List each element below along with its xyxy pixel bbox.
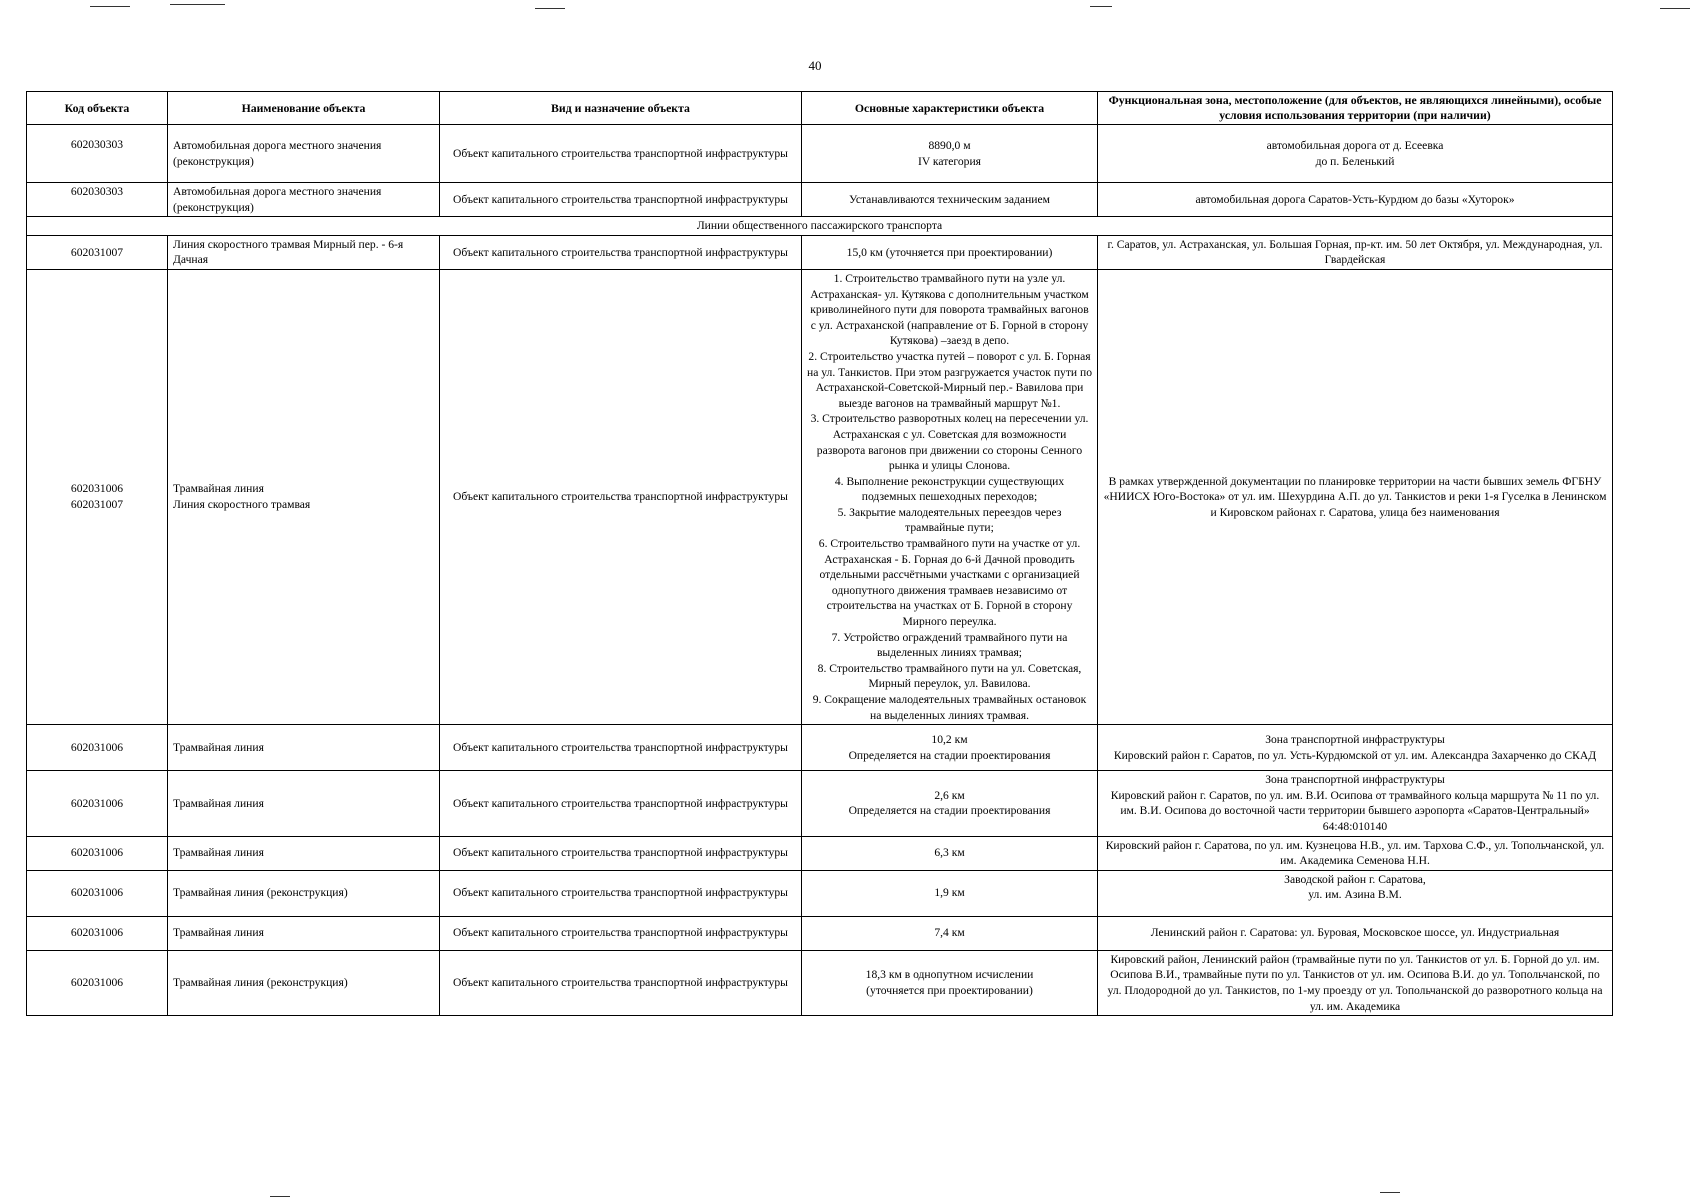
object-characteristics: 8890,0 м IV категория [802,125,1098,183]
object-code: 602031006 [27,771,168,836]
object-name: Трамвайная линия (реконструкция) [168,870,440,916]
object-name: Автомобильная дорога местного значения (реконструкция) [168,125,440,183]
object-zone: Зона транспортной инфраструктуры Кировский район г. Саратов, по ул. Усть-Курдюмской от ул. им. Александра Захарченко до СКАД [1098,725,1613,771]
object-name: Линия скоростного трамвая Мирный пер. - 6-я Дачная [168,235,440,269]
scan-artifact [535,8,565,9]
scan-artifact [1090,6,1112,7]
object-characteristics: 10,2 км Определяется на стадии проектирования [802,725,1098,771]
scan-artifact [1660,8,1690,9]
object-name: Трамвайная линия [168,836,440,870]
object-type: Объект капитального строительства транспортной инфраструктуры [440,836,802,870]
header-name: Наименование объекта [168,92,440,125]
object-name: Автомобильная дорога местного значения (реконструкция) [168,183,440,217]
object-type: Объект капитального строительства транспортной инфраструктуры [440,771,802,836]
object-zone: Заводской район г. Саратова, ул. им. Азина В.М. [1098,870,1613,916]
page-number: 40 [808,58,822,73]
object-type: Объект капитального строительства транспортной инфраструктуры [440,916,802,950]
table-row [27,836,1613,870]
table-row [27,950,1613,1015]
table-row [27,725,1613,771]
header-characteristics: Основные характеристики объекта [802,92,1098,125]
header-code: Код объекта [27,92,168,125]
object-zone: автомобильная дорога Саратов-Усть-Курдюм до базы «Хуторок» [1098,183,1613,217]
object-code: 602031006 [27,836,168,870]
object-code: 602031006 [27,725,168,771]
object-name: Трамвайная линия (реконструкция) [168,950,440,1015]
object-zone: В рамках утвержденной документации по планировке территории на части бывших земель ФГБНУ «НИИСХ Юго-Востока» от ул. им. Шехурдина А.П. до ул. Танкистов и реки 1-я Гуселка в Ленинском и Кировском районах г. Саратова, улица без наименования [1098,269,1613,724]
header-row [27,92,1613,125]
object-zone: Кировский район г. Саратова, по ул. им. Кузнецова Н.В., ул. им. Тархова С.Ф., ул. Топольчанской, ул. им. Академика Семенова Н.Н. [1098,836,1613,870]
object-type: Объект капитального строительства транспортной инфраструктуры [440,950,802,1015]
object-characteristics: 6,3 км [802,836,1098,870]
object-code: 602031006 [27,916,168,950]
table-row [27,916,1613,950]
object-zone: автомобильная дорога от д. Есеевка до п. Беленький [1098,125,1613,183]
table-row [27,125,1613,183]
object-type: Объект капитального строительства транспортной инфраструктуры [440,269,802,724]
object-code: 602030303 [27,183,168,217]
object-zone: Кировский район, Ленинский район (трамвайные пути по ул. Танкистов от ул. Б. Горной до ул. им. Осипова В.И., трамвайные пути по ул. Танкистов от ул. им. Осипова В.И. до ул. Топольчанской, по ул. Плодородной до ул. Танкистов, по 1-му проезду от ул. Топольчанской до разворотного кольца на ул. им. Академика [1098,950,1613,1015]
object-code: 602031007 [27,235,168,269]
scan-artifact [270,1196,290,1197]
header-zone: Функциональная зона, местоположение (для объектов, не являющихся линейными), особые условия использования территории (при наличии) [1098,92,1613,125]
object-zone: Ленинский район г. Саратова: ул. Буровая, Московское шоссе, ул. Индустриальная [1098,916,1613,950]
object-zone: Зона транспортной инфраструктуры Кировский район г. Саратов, по ул. им. В.И. Осипова от трамвайного кольца маршрута № 11 по ул. им. В.И. Осипова до восточной части территории бывшего аэропорта «Саратов-Центральный» 64:48:010140 [1098,771,1613,836]
scan-artifact [90,6,130,7]
scan-artifact [170,4,225,5]
object-type: Объект капитального строительства транспортной инфраструктуры [440,870,802,916]
scan-artifact [1380,1192,1400,1193]
table-row [27,183,1613,217]
object-characteristics: 18,3 км в однопутном исчислении (уточняется при проектировании) [802,950,1098,1015]
object-type: Объект капитального строительства транспортной инфраструктуры [440,235,802,269]
section-title: Линии общественного пассажирского транспорта [27,217,1613,236]
table-row [27,870,1613,916]
object-characteristics: Устанавливаются техническим заданием [802,183,1098,217]
header-type: Вид и назначение объекта [440,92,802,125]
object-code: 602031006 602031007 [27,269,168,724]
object-zone: г. Саратов, ул. Астраханская, ул. Большая Горная, пр-кт. им. 50 лет Октября, ул. Международная, ул. Гвардейская [1098,235,1613,269]
object-type: Объект капитального строительства транспортной инфраструктуры [440,725,802,771]
object-characteristics: 2,6 км Определяется на стадии проектирования [802,771,1098,836]
object-name: Трамвайная линия [168,771,440,836]
object-characteristics: 1. Строительство трамвайного пути на узле ул. Астраханская- ул. Кутякова с дополнительным участком криволинейного пути для поворота трамвайных вагонов с ул. Астраханской (направление от Б. Горной в сторону Кутякова) –заезд в депо. 2. Строительство участка путей – поворот с ул. Б. Горная на ул. Танкистов. При этом разгружается участок пути по Астраханской-Советской-Мирный пер.- Вавилова при выезде вагонов на трамвайный маршрут №1. 3. Строительство разворотных колец на пересечении ул. Астраханская с ул. Советская для возможности разворота вагонов при движении со стороны Сенного рынка и улицы Слонова. 4. Выполнение реконструкции существующих подземных пешеходных переходов; 5. Закрытие малодеятельных переездов через трамвайные пути; 6. Строительство трамвайного пути на участке от ул. Астраханская - Б. Горная до 6-й Дачной проводить отдельными рассчётными участками с организацией однопутного движения трамваев независимо от строительства на участках от Б. Горной в сторону Мирного переулка. 7. Устройство ограждений трамвайного пути на выделенных линиях трамвая; 8. Строительство трамвайного пути на ул. Советская, Мирный переулок, ул. Вавилова. 9. Сокращение малодеятельных трамвайных остановок на выделенных линиях трамвая. [802,269,1098,724]
object-type: Объект капитального строительства транспортной инфраструктуры [440,183,802,217]
table-row [27,771,1613,836]
object-code: 602030303 [27,125,168,183]
object-characteristics: 15,0 км (уточняется при проектировании) [802,235,1098,269]
object-type: Объект капитального строительства транспортной инфраструктуры [440,125,802,183]
object-name: Трамвайная линия Линия скоростного трамвая [168,269,440,724]
table-row [27,269,1613,724]
object-characteristics: 7,4 км [802,916,1098,950]
object-name: Трамвайная линия [168,916,440,950]
object-name: Трамвайная линия [168,725,440,771]
object-code: 602031006 [27,870,168,916]
section-row [27,217,1613,236]
object-characteristics: 1,9 км [802,870,1098,916]
objects-table [26,91,1613,1016]
table-row [27,235,1613,269]
object-code: 602031006 [27,950,168,1015]
